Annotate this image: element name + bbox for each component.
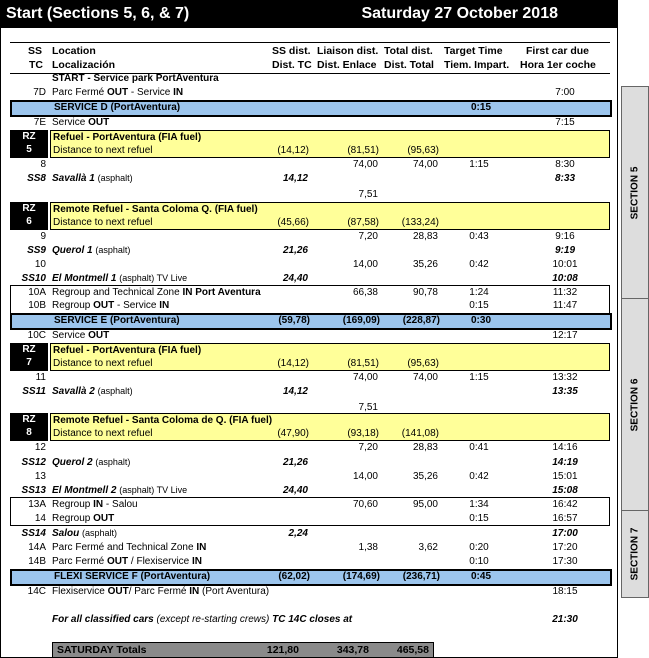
loc-text: - Service [128, 87, 174, 98]
table-row [10, 286, 610, 300]
refuel-title: Refuel - PortAventura (FIA fuel) [53, 132, 202, 143]
start-row [10, 72, 610, 86]
total-dist: 74,00 [412, 372, 438, 383]
tc-location [52, 556, 202, 567]
liaison-dist: (81,51) [347, 145, 379, 156]
target-time: 1:15 [469, 372, 489, 383]
liaison-dist: 74,00 [352, 372, 378, 383]
first-car: 9:19 [554, 245, 575, 256]
note-b: (except re-starting crews) [153, 614, 273, 625]
loc-in: IN [192, 556, 203, 567]
rz-number: 8 [26, 427, 32, 438]
loc-text: Service [52, 117, 89, 128]
loc-in: IN [189, 586, 200, 597]
total-dist: 35,26 [412, 259, 438, 270]
rz-label: RZ [22, 344, 36, 355]
target-time: 0:15 [469, 513, 489, 524]
refuel-title: Remote Refuel - Santa Coloma Q. (FIA fuel) [53, 204, 258, 215]
liaison-dist: (87,58) [347, 217, 379, 228]
column-header [10, 42, 610, 74]
tc-id: 14C [27, 586, 46, 597]
loc-text: / Flexiservice [128, 556, 193, 567]
section-label: SECTION 5 [629, 166, 641, 220]
first-car: 13:32 [552, 372, 578, 383]
rz-label: RZ [22, 414, 36, 425]
ss-dist: 21,26 [282, 457, 308, 468]
stage-name [52, 173, 133, 184]
closing-note [10, 613, 610, 627]
surface: (asphalt) TV Live [119, 273, 188, 283]
ss-dist: (14,12) [277, 358, 309, 369]
loc-in: IN [159, 300, 170, 311]
stage-name [52, 528, 117, 539]
refuel-distance-label: Distance to next refuel [53, 358, 153, 369]
surface: (asphalt) [95, 245, 131, 255]
target-time: 0:42 [469, 471, 489, 482]
table-row [10, 498, 610, 512]
total-dist: 74,00 [412, 159, 438, 170]
tc-id: 8 [40, 159, 46, 170]
total-dist: 90,78 [412, 287, 438, 298]
col-tiem: Tiem. Impart. [444, 59, 510, 71]
tc-id: 12 [34, 442, 46, 453]
target-time: 0:42 [469, 259, 489, 270]
service-label: SERVICE E (PortAventura) [54, 315, 180, 326]
table-row [10, 441, 610, 455]
refuel-distance-label: Distance to next refuel [53, 145, 153, 156]
tc-id: 10C [27, 330, 46, 341]
tc-id: 10 [34, 259, 46, 270]
tc-location [52, 87, 183, 98]
loc-out: OUT [107, 586, 129, 597]
tc-location [52, 330, 109, 341]
total-ss-dist: 121,80 [266, 644, 299, 656]
first-car: 9:16 [555, 231, 575, 242]
refuel-title: Remote Refuel - Santa Coloma de Q. (FIA fuel) [53, 415, 273, 426]
table-row [10, 116, 610, 130]
target-time: 0:43 [469, 231, 489, 242]
rz-badge [10, 202, 48, 230]
section-5-tab [621, 86, 649, 300]
ss-id: SS14 [21, 528, 46, 539]
surface: (asphalt) [82, 528, 118, 538]
first-car: 18:15 [552, 586, 578, 597]
ss-dist: 24,40 [282, 273, 308, 284]
surface: (asphalt) [97, 386, 133, 396]
ss-dist: 24,40 [282, 485, 308, 496]
loc-out: OUT [88, 117, 110, 128]
liaison-dist: 66,38 [352, 287, 378, 298]
refuel-zone-5 [50, 130, 610, 158]
ss-dist: (14,12) [277, 145, 309, 156]
table-row [10, 188, 610, 202]
col-dist-total: Dist. Total [384, 59, 434, 71]
first-car: 17:20 [552, 542, 578, 553]
stage-title: Querol 1 [52, 245, 93, 256]
tc-location [52, 117, 109, 128]
first-car: 16:42 [552, 499, 578, 510]
first-car: 7:15 [555, 117, 575, 128]
total-dist: 28,83 [412, 231, 438, 242]
first-car: 17:30 [552, 556, 578, 567]
stage-name [52, 457, 130, 468]
tc-location [52, 542, 206, 553]
ss-dist: (47,90) [277, 428, 309, 439]
total-dist: 3,62 [418, 542, 438, 553]
loc-text: Regroup [52, 300, 94, 311]
liaison-dist: (81,51) [347, 358, 379, 369]
rz-badge [10, 413, 48, 441]
ss-id: SS8 [27, 173, 46, 184]
section-label: SECTION 7 [629, 527, 641, 581]
loc-text: Regroup and Technical Zone [52, 287, 183, 298]
col-first-car: First car due [526, 45, 590, 57]
refuel-distance-label: Distance to next refuel [53, 217, 153, 228]
stage-row [10, 244, 610, 258]
loc-text: Regroup [52, 513, 94, 524]
tc-id: 9 [40, 231, 46, 242]
totals-label: SATURDAY Totals [57, 644, 147, 656]
table-row [10, 329, 610, 343]
table-row [10, 585, 610, 599]
first-car: 15:01 [552, 471, 578, 482]
service-e-band [10, 313, 612, 330]
ss-dist: 2,24 [288, 528, 308, 539]
loc-text: / Parc Fermé [128, 586, 190, 597]
stage-title: Savallà 1 [52, 173, 95, 184]
loc-out: OUT [93, 300, 115, 311]
stage-row [10, 385, 610, 399]
first-car: 11:32 [552, 287, 578, 298]
liaison-dist: (174,69) [342, 571, 380, 582]
surface: (asphalt) [97, 173, 133, 183]
stage-name [52, 386, 133, 397]
tc-id: 7D [33, 87, 46, 98]
ss-id: SS12 [21, 457, 46, 468]
service-d-band [10, 100, 612, 117]
first-car: 13:35 [552, 386, 578, 397]
rz-badge [10, 130, 48, 158]
target-time: 0:15 [469, 300, 489, 311]
first-car: 11:47 [552, 300, 578, 311]
table-row [10, 555, 610, 569]
stage-name [52, 485, 187, 496]
tc-id: 14A [28, 542, 46, 553]
loc-in: IN [173, 87, 184, 98]
liaison-dist: 7,20 [358, 231, 378, 242]
loc-out: OUT [93, 513, 115, 524]
target-time: 1:24 [469, 287, 489, 298]
title-bar [0, 0, 618, 28]
ss-dist: (59,78) [278, 315, 310, 326]
total-dist: (141,08) [401, 428, 439, 439]
tc-id: 13A [28, 499, 46, 510]
stage-row [10, 484, 610, 498]
loc-text: Parc Fermé [52, 556, 108, 567]
loc-out: OUT [107, 556, 129, 567]
first-car: 17:00 [552, 528, 578, 539]
target-time: 0:45 [470, 571, 491, 582]
closing-time: 21:30 [552, 614, 578, 625]
first-car: 8:30 [555, 159, 575, 170]
tc-id: 7E [33, 117, 46, 128]
first-car: 8:33 [554, 173, 575, 184]
total-liaison-dist: 343,78 [336, 644, 369, 656]
col-dist-tc: Dist. TC [272, 59, 312, 71]
refuel-zone-7 [50, 343, 610, 371]
tc-id: 14B [28, 556, 46, 567]
ss-dist: (62,02) [278, 571, 310, 582]
tc-id: 14 [34, 513, 46, 524]
liaison-dist: 14,00 [352, 259, 378, 270]
target-time: 0:10 [469, 556, 489, 567]
stage-title: Querol 2 [52, 457, 93, 468]
surface: (asphalt) [95, 457, 131, 467]
ss-id: SS13 [21, 485, 46, 496]
total-dist: (236,71) [402, 571, 440, 582]
table-row [10, 512, 610, 526]
liaison-dist: 7,51 [358, 189, 378, 200]
total-dist: (95,63) [407, 145, 439, 156]
stage-title: Savallà 2 [52, 386, 95, 397]
col-hora: Hora 1er coche [520, 59, 596, 71]
liaison-dist: 7,20 [358, 442, 378, 453]
loc-text: Regroup [52, 499, 94, 510]
section-6-tab [621, 298, 649, 512]
total-dist: 28,83 [412, 442, 438, 453]
ss-id: SS10 [21, 273, 46, 284]
ss-dist: (45,66) [277, 217, 309, 228]
stage-row [10, 272, 610, 286]
note-c: TC 14C closes at [272, 614, 353, 625]
total-dist: 35,26 [412, 471, 438, 482]
total-dist: (133,24) [401, 217, 439, 228]
stage-row [10, 456, 610, 470]
ss-dist: 14,12 [282, 386, 308, 397]
rz-number: 6 [26, 216, 32, 227]
target-time: 0:20 [469, 542, 489, 553]
refuel-distance-label: Distance to next refuel [53, 428, 153, 439]
loc-out: OUT [88, 330, 110, 341]
first-car: 10:01 [552, 259, 578, 270]
target-time: 1:15 [469, 159, 489, 170]
liaison-dist: 1,38 [358, 542, 378, 553]
rz-number: 7 [26, 357, 32, 368]
loc-text: Parc Fermé and Technical Zone [52, 542, 197, 553]
tc-location [52, 513, 114, 524]
loc-in: IN Port Aventura [182, 287, 261, 298]
tc-location [52, 300, 169, 311]
page-title: Start (Sections 5, 6, & 7) [6, 5, 190, 22]
loc-text: Flexiservice [52, 586, 108, 597]
tc-location [52, 586, 269, 597]
note-a: For all classified cars [52, 614, 154, 625]
loc-out: OUT [107, 87, 129, 98]
target-time: 0:15 [470, 102, 491, 113]
first-car: 14:19 [552, 457, 578, 468]
total-dist: 465,58 [396, 644, 429, 656]
loc-text: Parc Fermé [52, 87, 108, 98]
loc-in: IN [196, 542, 207, 553]
section-label: SECTION 6 [629, 378, 641, 432]
table-row [10, 541, 610, 555]
loc-text: Service [52, 330, 89, 341]
liaison-dist: 74,00 [352, 159, 378, 170]
rz-label: RZ [22, 131, 36, 142]
stage-row [10, 172, 610, 186]
section-7-tab [621, 510, 649, 598]
note-text [52, 614, 352, 625]
stage-row [10, 527, 610, 541]
surface: (asphalt) TV Live [119, 485, 188, 495]
target-time: 1:34 [469, 499, 489, 510]
rz-label: RZ [22, 203, 36, 214]
total-dist: (95,63) [407, 358, 439, 369]
refuel-zone-6 [50, 202, 610, 230]
first-car: 10:08 [552, 273, 578, 284]
service-label: FLEXI SERVICE F (PortAventura) [54, 571, 211, 582]
first-car: 16:57 [552, 513, 578, 524]
liaison-dist: (169,09) [342, 315, 380, 326]
loc-in: IN [93, 499, 104, 510]
tc-location [52, 499, 138, 510]
table-row [10, 86, 610, 100]
tc-location [52, 287, 261, 298]
col-tc: TC [29, 59, 43, 71]
refuel-title: Refuel - PortAventura (FIA fuel) [53, 345, 202, 356]
table-row [10, 158, 610, 172]
loc-text: - Service [114, 300, 160, 311]
table-row [10, 230, 610, 244]
table-row [10, 371, 610, 385]
start-label: START - Service park PortAventura [52, 73, 219, 84]
target-time: 0:30 [470, 315, 491, 326]
liaison-dist: 14,00 [352, 471, 378, 482]
ss-dist: 21,26 [282, 245, 308, 256]
first-car: 14:16 [552, 442, 578, 453]
page-date: Saturday 27 October 2018 [361, 5, 558, 22]
tc-id: 10B [28, 300, 46, 311]
table-row [10, 470, 610, 484]
table-row [10, 258, 610, 272]
total-dist: 95,00 [412, 499, 438, 510]
stage-name [52, 273, 187, 284]
flexi-service-f-band [10, 569, 612, 586]
col-target: Target Time [444, 45, 503, 57]
service-label: SERVICE D (PortAventura) [54, 102, 181, 113]
tc-id: 13 [34, 471, 46, 482]
saturday-totals [52, 642, 434, 658]
ss-dist: 14,12 [282, 173, 308, 184]
target-time: 0:41 [469, 442, 489, 453]
loc-text: (Port Aventura) [199, 586, 270, 597]
col-localizacion: Localización [52, 59, 116, 71]
ss-id: SS9 [27, 245, 46, 256]
first-car: 12:17 [552, 330, 578, 341]
rz-badge [10, 343, 48, 371]
rz-number: 5 [26, 144, 32, 155]
stage-title: Salou [52, 528, 80, 539]
first-car: 15:08 [552, 485, 578, 496]
stage-title: El Montmell 1 [52, 273, 117, 284]
tc-id: 11 [35, 372, 46, 383]
refuel-zone-8 [50, 413, 610, 441]
ss-id: SS11 [22, 386, 46, 397]
liaison-dist: (93,18) [347, 428, 379, 439]
col-liaison: Liaison dist. [317, 45, 379, 57]
col-enlace: Dist. Enlace [317, 59, 377, 71]
col-ss-dist: SS dist. [272, 45, 311, 57]
first-car: 7:00 [555, 87, 575, 98]
stage-title: El Montmell 2 [52, 485, 117, 496]
stage-name [52, 245, 130, 256]
liaison-dist: 70,60 [352, 499, 378, 510]
col-total: Total dist. [384, 45, 433, 57]
total-dist: (228,87) [402, 315, 440, 326]
col-ss: SS [28, 45, 43, 57]
col-location: Location [52, 45, 96, 57]
loc-text: - Salou [103, 499, 138, 510]
tc-id: 10A [28, 287, 46, 298]
liaison-dist: 7,51 [358, 402, 378, 413]
table-row [10, 299, 610, 313]
